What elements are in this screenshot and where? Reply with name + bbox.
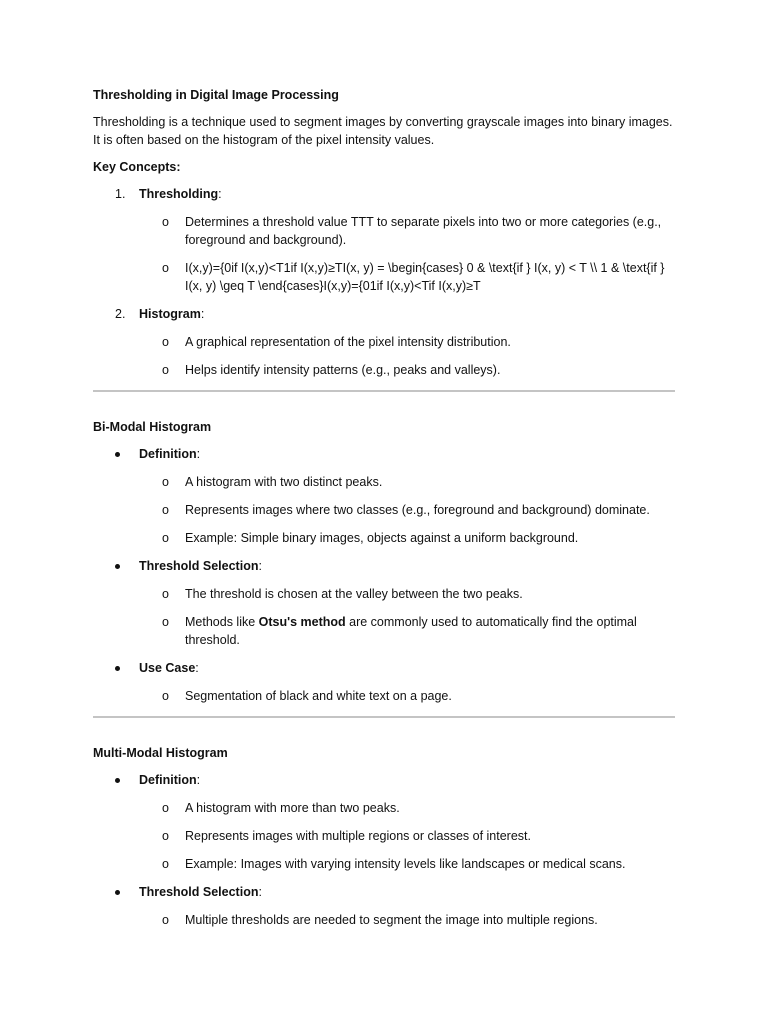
circle-bullet-icon: o bbox=[162, 857, 169, 871]
circle-bullet-icon: o bbox=[162, 503, 169, 517]
list-item-text: Represents images with multiple regions or classes of interest. bbox=[185, 829, 531, 843]
list-item-text-suffix: are commonly used to automatically find the optimal threshold. bbox=[185, 615, 637, 647]
circle-bullet-icon: o bbox=[162, 363, 169, 377]
bullet-dot-icon bbox=[115, 452, 120, 457]
list-item bbox=[93, 529, 675, 547]
list-item bbox=[93, 855, 675, 873]
label-colon: : bbox=[258, 885, 262, 899]
formula-text: I(x,y)={0if I(x,y)<T1if I(x,y)≥TI(x, y) = \begin{cases} 0 & \text{if } I(x, y) < T \\ 1 & \text{if } I(x, y) \geq T \end{cases}I(x,y)={01if I(x,y)<Tif I(x,y)≥T bbox=[185, 261, 665, 293]
list-item bbox=[93, 799, 675, 817]
bimodal-threshold-selection bbox=[93, 557, 675, 575]
multimodal-definition bbox=[93, 771, 675, 789]
list-number: 1. bbox=[115, 187, 126, 201]
list-item-text: A histogram with more than two peaks. bbox=[185, 801, 400, 815]
circle-bullet-icon: o bbox=[162, 829, 169, 843]
multimodal-heading: Multi-Modal Histogram bbox=[93, 746, 228, 760]
circle-bullet-icon: o bbox=[162, 335, 169, 349]
list-item bbox=[93, 361, 675, 379]
section-label: Definition bbox=[139, 773, 197, 787]
label-colon: : bbox=[258, 559, 262, 573]
section-label: Threshold Selection bbox=[139, 559, 259, 573]
list-item bbox=[93, 213, 675, 249]
bullet-dot-icon bbox=[115, 666, 120, 671]
list-item-text: Example: Simple binary images, objects against a uniform background. bbox=[185, 531, 579, 545]
list-item-text: Example: Images with varying intensity levels like landscapes or medical scans. bbox=[185, 857, 626, 871]
list-item bbox=[93, 687, 675, 705]
list-item-text-prefix: Methods like bbox=[185, 615, 259, 629]
bimodal-heading: Bi-Modal Histogram bbox=[93, 420, 212, 434]
list-item bbox=[93, 585, 675, 603]
circle-bullet-icon: o bbox=[162, 261, 169, 275]
list-number: 2. bbox=[115, 307, 126, 321]
list-item-text: Segmentation of black and white text on a page. bbox=[185, 689, 452, 703]
list-item bbox=[93, 613, 675, 649]
concept-label: Histogram bbox=[139, 307, 201, 321]
circle-bullet-icon: o bbox=[162, 689, 169, 703]
key-concepts-heading: Key Concepts: bbox=[93, 160, 181, 174]
concept-colon: : bbox=[218, 187, 222, 201]
list-item-text: Represents images where two classes (e.g., foreground and background) dominate. bbox=[185, 503, 650, 517]
list-item-text: A histogram with two distinct peaks. bbox=[185, 475, 383, 489]
list-item bbox=[93, 501, 675, 519]
circle-bullet-icon: o bbox=[162, 587, 169, 601]
section-label: Threshold Selection bbox=[139, 885, 259, 899]
concept-item-histogram bbox=[93, 305, 675, 323]
list-item-text: A graphical representation of the pixel intensity distribution. bbox=[185, 335, 511, 349]
list-item bbox=[93, 473, 675, 491]
label-colon: : bbox=[196, 447, 201, 461]
concept-label: Thresholding bbox=[139, 187, 219, 201]
list-item bbox=[93, 333, 675, 351]
list-item-text: The threshold is chosen at the valley between the two peaks. bbox=[185, 587, 523, 601]
horizontal-divider bbox=[93, 716, 675, 718]
circle-bullet-icon: o bbox=[162, 215, 169, 229]
document-page bbox=[93, 86, 675, 939]
intro-paragraph: Thresholding is a technique used to segment images by converting grayscale images into binary images. It is often based on the histogram of the pixel intensity values. bbox=[93, 115, 673, 147]
circle-bullet-icon: o bbox=[162, 801, 169, 815]
concept-item-thresholding bbox=[93, 185, 675, 203]
bullet-dot-icon bbox=[115, 890, 120, 895]
circle-bullet-icon: o bbox=[162, 531, 169, 545]
bimodal-definition bbox=[93, 445, 675, 463]
list-item-text: Helps identify intensity patterns (e.g., peaks and valleys). bbox=[185, 363, 501, 377]
multimodal-threshold-selection bbox=[93, 883, 675, 901]
otsu-method-bold: Otsu's method bbox=[258, 615, 346, 629]
list-item bbox=[93, 259, 675, 295]
section-label: Definition bbox=[139, 447, 197, 461]
concept-colon: : bbox=[200, 307, 205, 321]
label-colon: : bbox=[196, 773, 201, 787]
document-title: Thresholding in Digital Image Processing bbox=[93, 88, 339, 102]
bullet-dot-icon bbox=[115, 778, 120, 783]
section-label: Use Case bbox=[139, 661, 196, 675]
list-item-text: Determines a threshold value TTT to separate pixels into two or more categories (e.g., foreground and background). bbox=[185, 215, 662, 247]
horizontal-divider bbox=[93, 390, 675, 392]
circle-bullet-icon: o bbox=[162, 475, 169, 489]
list-item bbox=[93, 827, 675, 845]
list-item-text: Multiple thresholds are needed to segment the image into multiple regions. bbox=[185, 913, 598, 927]
circle-bullet-icon: o bbox=[162, 913, 169, 927]
bullet-dot-icon bbox=[115, 564, 120, 569]
bimodal-use-case bbox=[93, 659, 675, 677]
circle-bullet-icon: o bbox=[162, 615, 169, 629]
label-colon: : bbox=[195, 661, 199, 675]
list-item bbox=[93, 911, 675, 929]
